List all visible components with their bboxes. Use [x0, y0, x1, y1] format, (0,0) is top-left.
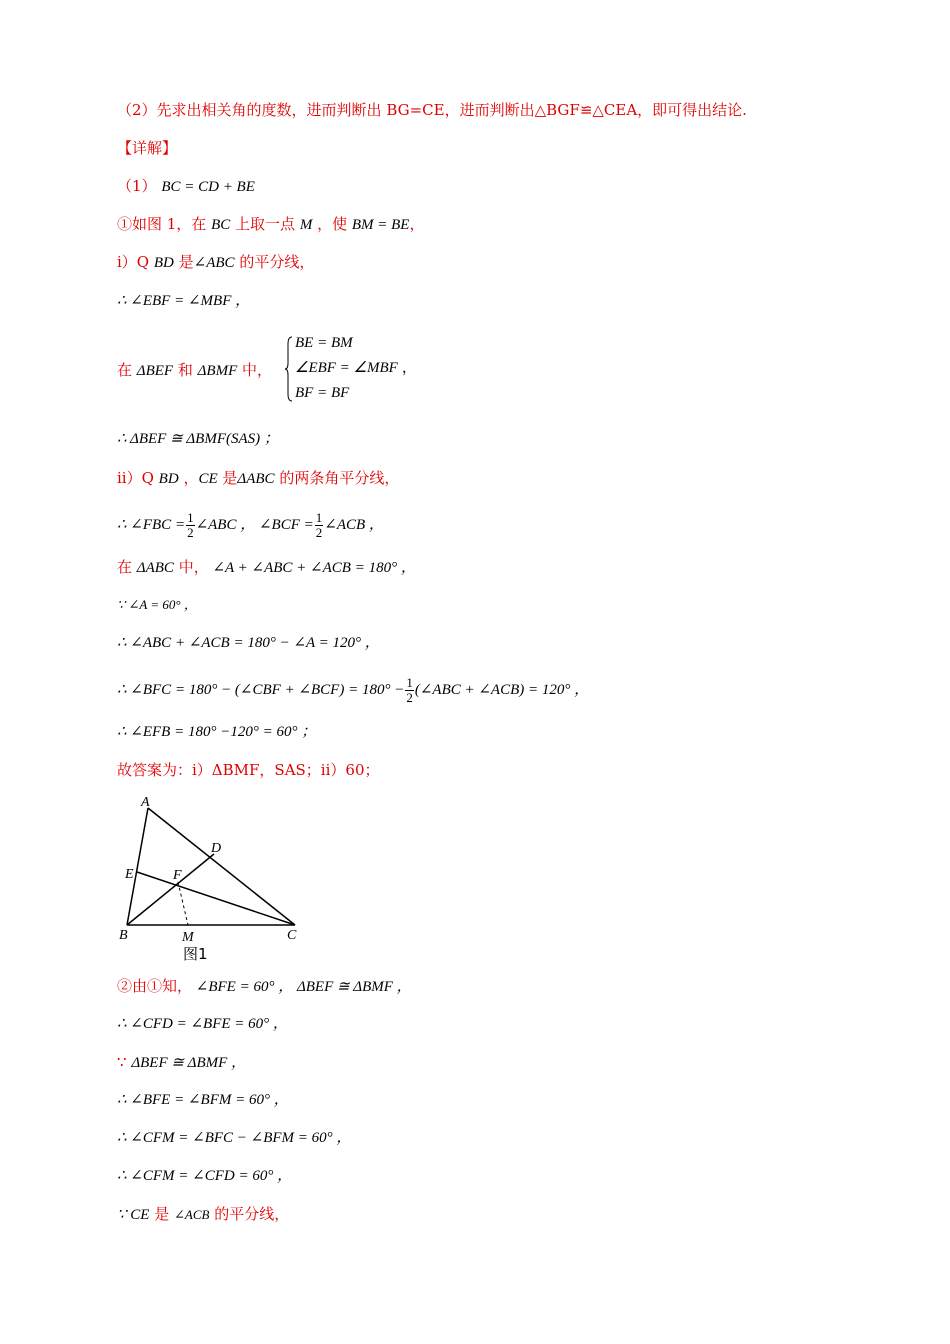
two-bisectors: ii）Q BD ，CE 是ΔABC 的两条角平分线，	[117, 469, 400, 487]
label-b: B	[119, 928, 128, 943]
congruence-given: ∵ ΔBEF ≅ ΔBMF ，	[117, 1053, 247, 1071]
analysis-step-2: （2）先求出相关角的度数，进而判断出 BG=CE，进而判断出△BGF≌△CEA，即可得出结论.	[117, 101, 747, 119]
congruence-sas: ∴ ΔBEF ≅ ΔBMF(SAS) ；	[117, 431, 279, 447]
angle-a-given: ∵ ∠A = 60° ，	[117, 597, 197, 612]
angle-cfd: ∴ ∠CFD = ∠BFE = 60° ，	[117, 1016, 288, 1032]
system-eq-1: BE = BM	[295, 335, 353, 351]
construct-point-m: ①如图 1，在 BC 上取一点 M ，使 BM = BE，	[117, 215, 425, 233]
angle-equality-1: ∴ ∠EBF = ∠MBF ，	[117, 293, 251, 309]
geometry-figure	[115, 790, 305, 965]
half-angles: ∴ ∠FBC = $\frac{1}{2}$ ∠ABC ， ∠BCF = $\frac{1}{2}$ ∠ACB ，	[117, 510, 384, 540]
fraction-half-1: $\frac{1}{2}$	[187, 510, 194, 540]
answer-line: 故答案为：i）ΔBMF，SAS；ii）60；	[117, 761, 380, 779]
segment-ac	[148, 808, 295, 925]
ce-bisector: ∵ CE 是 ∠ACB 的平分线，	[117, 1205, 290, 1223]
label-a: A	[141, 795, 150, 810]
angle-bfc: ∴ ∠BFC = 180° − (∠CBF + ∠BCF) = 180° − $\frac{1}{2}$ (∠ABC + ∠ACB) = 120° ，	[117, 675, 590, 705]
label-e: E	[125, 867, 134, 882]
angle-cfm-2: ∴ ∠CFM = ∠CFD = 60° ，	[117, 1168, 293, 1184]
angle-efb: ∴ ∠EFB = 180° −120° = 60° ；	[117, 724, 317, 740]
part-1-conclusion: （1） BC = CD + BE	[117, 177, 255, 195]
triangle-compare-intro: 在 ΔBEF 和 ΔBMF 中，	[117, 361, 273, 379]
angle-cfm-1: ∴ ∠CFM = ∠BFC − ∠BFM = 60° ，	[117, 1130, 352, 1146]
fraction-half-3: $\frac{1}{2}$	[406, 675, 413, 705]
sum-120: ∴ ∠ABC + ∠ACB = 180° − ∠A = 120° ，	[117, 635, 380, 651]
segment-bd	[127, 854, 214, 925]
detail-heading: 【详解】	[117, 139, 178, 157]
label-c: C	[287, 928, 297, 943]
label-d: D	[211, 841, 222, 856]
angle-bfm: ∴ ∠BFE = ∠BFM = 60° ，	[117, 1092, 289, 1108]
equation-system	[287, 333, 417, 408]
from-part-1: ②由①知， ∠BFE = 60° ， ΔBEF ≅ ΔBMF ，	[117, 977, 412, 995]
fraction-half-2: $\frac{1}{2}$	[315, 510, 323, 540]
label-m: M	[182, 930, 194, 945]
label-f: F	[173, 868, 182, 883]
bisector-statement: i）Q BD 是∠ABC 的平分线，	[117, 253, 315, 271]
system-eq-2: ∠EBF = ∠MBF ，	[295, 360, 417, 376]
angle-sum: 在 ΔABC 中， ∠A + ∠ABC + ∠ACB = 180° ，	[117, 558, 416, 576]
segment-ce	[137, 872, 295, 925]
figure-caption: 图1	[183, 945, 208, 963]
system-eq-3: BF = BF	[295, 385, 350, 401]
